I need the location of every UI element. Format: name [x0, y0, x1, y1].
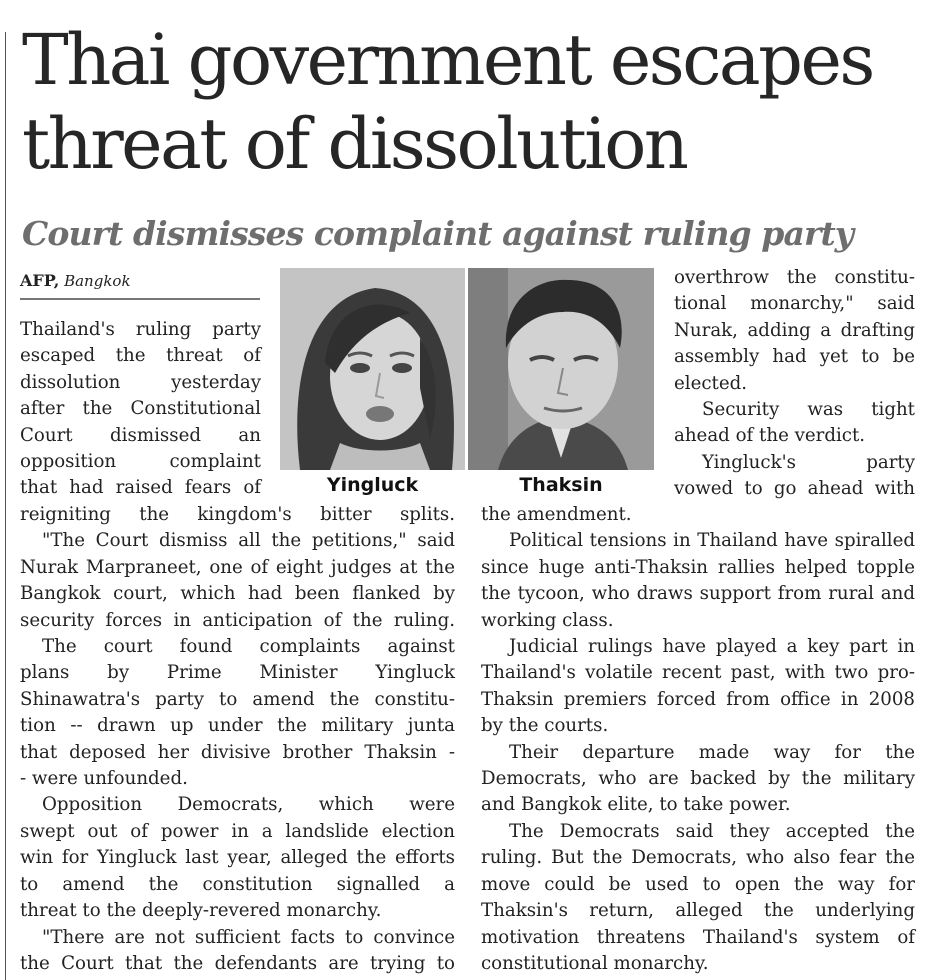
body-line: Opposition Democrats, which were [42, 794, 455, 816]
body-line: tion -- drawn up under the military junta [20, 715, 455, 737]
body-line: after the Constitutional [20, 398, 261, 420]
body-line: threat to the deeply-revered monarchy. [20, 900, 382, 922]
body-line: Nurak Marpraneet, one of eight judges at the [20, 556, 455, 578]
body-line: working class. [481, 609, 614, 631]
body-line: Court dismissed an [20, 424, 261, 446]
portrait-image [280, 268, 465, 470]
body-line: ahead of the verdict. [674, 425, 866, 447]
headline [22, 18, 922, 186]
body-col2 [481, 502, 915, 977]
body-line: constitutional monarchy. [481, 952, 709, 974]
body-line: by the courts. [481, 715, 609, 737]
body-line: Shinawatra's party to amend the constitu- [20, 688, 455, 710]
body-line: vowed to go ahead with [674, 478, 915, 500]
headline-line: Thai government escapes [22, 19, 873, 101]
byline-agency: AFP, [20, 271, 60, 290]
body-line: Political tensions in Thailand have spiralled [509, 530, 915, 552]
body-line: since huge anti-Thaksin rallies helped topple [481, 556, 915, 578]
body-line: that had raised fears of [20, 477, 261, 499]
body-line: Nurak, adding a drafting [674, 319, 915, 341]
body-line: elected. [674, 372, 748, 394]
body-line: opposition complaint [20, 451, 261, 473]
body-line: reigniting the kingdom's bitter splits. [20, 504, 455, 525]
body-col2-wrap [674, 265, 915, 503]
body-line: motivation threatens Thailand's system of [481, 926, 915, 948]
body-line: ruling. But the Democrats, who also fear the [481, 847, 915, 869]
body-line: Thailand's volatile recent past, with two pro- [481, 662, 915, 684]
body-line: to amend the constitution signalled a [20, 873, 455, 895]
body-line: Their departure made way for the [509, 741, 915, 763]
body-line: swept out of power in a landslide election [20, 820, 455, 842]
body-line: Security was tight [702, 399, 915, 421]
headline-line: threat of dissolution [22, 103, 687, 185]
body-line: the Court that the defendants are trying to [20, 952, 455, 974]
body-line: assembly had yet to be [674, 346, 915, 368]
body-line: the tycoon, who draws support from rural and [481, 583, 915, 605]
body-line: dissolution yesterday [20, 371, 261, 393]
body-line: The court found complaints against [42, 636, 455, 658]
body-line: security forces in anticipation of the ruling. [20, 609, 455, 631]
subheadline: Court dismisses complaint against ruling party [22, 214, 854, 253]
body-line: that deposed her divisive brother Thaksin - [20, 741, 455, 763]
body-line: move could be used to open the way for [481, 873, 915, 895]
body-line: tional monarchy," said [674, 293, 915, 315]
body-line: - were unfounded. [20, 768, 188, 790]
body-col1 [20, 502, 455, 977]
body-line: overthrow the constitu- [674, 267, 915, 288]
body-line: Bangkok court, which had been flanked by [20, 583, 455, 605]
byline [20, 271, 131, 290]
body-line: escaped the threat of [20, 345, 261, 367]
body-line: Thaksin's return, alleged the underlying [481, 900, 915, 922]
body-line: the amendment. [481, 504, 632, 525]
body-line: plans by Prime Minister Yingluck [20, 662, 455, 684]
body-line: and Bangkok elite, to take power. [481, 794, 791, 816]
body-line: Judicial rulings have played a key part in [509, 636, 915, 658]
photo-thaksin [468, 268, 654, 470]
column-rule [5, 32, 6, 980]
body-col1-wrap [20, 317, 261, 502]
body-line: win for Yingluck last year, alleged the efforts [20, 847, 455, 869]
photo-caption: Thaksin [519, 474, 603, 496]
byline-place: Bangkok [64, 272, 131, 290]
body-line: Thailand's ruling party [20, 319, 261, 340]
body-line: "The Court dismiss all the petitions," said [42, 530, 455, 552]
photo-yingluck [280, 268, 465, 470]
body-line: Yingluck's party [702, 451, 915, 473]
byline-divider [20, 298, 260, 300]
body-line: "There are not sufficient facts to convince [42, 926, 455, 948]
body-line: The Democrats said they accepted the [509, 820, 915, 842]
portrait-image [468, 268, 654, 470]
body-line: Thaksin premiers forced from office in 2008 [481, 688, 915, 710]
body-line: Democrats, who are backed by the military [481, 768, 915, 790]
photo-caption: Yingluck [326, 474, 419, 496]
